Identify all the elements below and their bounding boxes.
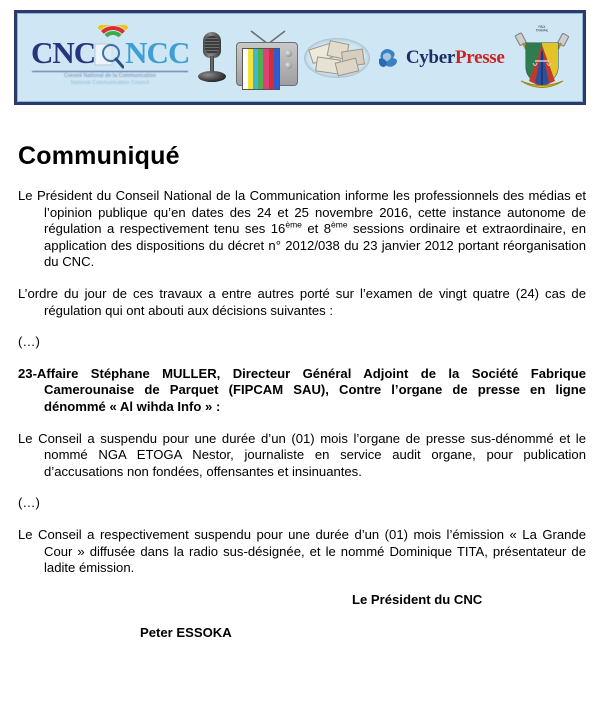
- signature-name: Peter ESSOKA: [140, 625, 232, 641]
- cnc-ncc-wordmark: [31, 34, 190, 70]
- tv-knobs: [285, 50, 292, 85]
- ellipsis-second: (…): [18, 495, 40, 511]
- svg-text:TRAVAIL: TRAVAIL: [535, 28, 549, 32]
- ellipsis-first: (…): [18, 334, 40, 350]
- case-heading: [18, 366, 586, 416]
- newspapers-icon: [304, 38, 370, 78]
- cnc-subtitle-en: National Communication Council: [70, 80, 150, 86]
- paragraph-intro: [18, 188, 586, 271]
- cnc-subtitle-fr: Conseil National de la Communication: [64, 72, 156, 79]
- ncc-text: NCC: [125, 34, 190, 70]
- cnc-ncc-logo: [31, 25, 189, 91]
- coat-of-arms-icon: [511, 21, 573, 95]
- cyber-text: Cyber: [405, 46, 455, 68]
- paragraph-agenda: [18, 286, 586, 319]
- header-banner: [14, 10, 586, 105]
- page-title: Communiqué: [18, 142, 180, 170]
- case-decision: [18, 431, 586, 481]
- ordinal-16: ème: [285, 219, 302, 230]
- final-decision: [18, 527, 586, 577]
- case-decision-text: Le Conseil a suspendu pour une durée d’un (01) mois l’organe de presse sus-dénommé et le nommé NGA ETOGA Nestor, journaliste en service audit organe, pour publication d’accusations non fondées, offensantes et insinuantes.: [18, 430, 586, 479]
- tv-screen: [242, 48, 280, 90]
- cnc-text: CNC: [31, 34, 96, 70]
- case-heading-text: 23-Affaire Stéphane MULLER, Directeur Général Adjoint de la Société Fabrique Camerounaise de Parquet (FIPCAM SAU), Contre l’organe de presse en ligne dénommé « Al wihda Info » :: [18, 365, 586, 414]
- signature-title: Le Président du CNC: [352, 591, 483, 607]
- television-icon: [236, 30, 298, 86]
- cyberpresse-wordmark: [406, 47, 505, 69]
- cnc-logo-subtitle: [32, 71, 188, 88]
- paragraph-intro-mid: et 8: [301, 221, 332, 237]
- svg-text:PAIX: PAIX: [538, 24, 546, 29]
- paragraph-agenda-text: L’ordre du jour de ces travaux a entre autres porté sur l’examen de vingt quatre (24) cas de régulation qui ont abouti aux décisions suivantes :: [18, 285, 586, 318]
- document-body: [0, 105, 600, 642]
- presse-text: Presse: [454, 46, 505, 68]
- paragraph-intro-part2: sessions ordinaire et extraordinaire, en application des dispositions du décret n° 2012/038 du 23 janvier 2012 portant réorganisation du CNC.: [44, 221, 586, 270]
- final-decision-text: Le Conseil a respectivement suspendu pour une durée d’un (01) mois l’émission « La Grande Cour » diffusée dans la radio sus-désignée, et le nommé Dominique TITA, présentateur de ladite émission.: [18, 526, 586, 576]
- cyberpresse-logo: [377, 45, 505, 71]
- microphone-icon: [195, 30, 229, 86]
- globe-icon: [377, 45, 403, 71]
- ordinal-8: ème: [331, 219, 348, 230]
- paragraph-intro-part1: Le Président du Conseil National de la Communication informe les professionnels des médias et l’opinion publique qu’en dates des 24 et 25 novembre 2016, cette instance autonome de régulation a respectivement tenu ses 16: [18, 188, 586, 237]
